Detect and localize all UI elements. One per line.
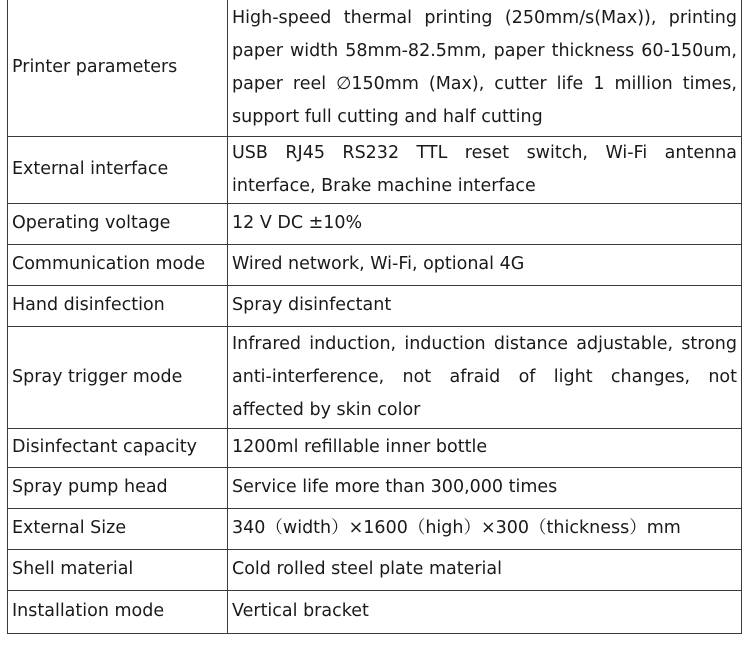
spec-table — [7, 0, 742, 634]
row-value: 340（width）×1600（high）×300（thickness）mm — [228, 508, 742, 549]
row-value: USB RJ45 RS232 TTL reset switch, Wi-Fi antenna interface, Brake machine interface — [228, 136, 742, 203]
row-value: Infrared induction, induction distance adjustable, strong anti-interference, not afraid of light changes, not affected by skin color — [228, 326, 742, 428]
row-label: Printer parameters — [8, 0, 228, 136]
row-label: Communication mode — [8, 244, 228, 285]
row-label: Spray pump head — [8, 467, 228, 508]
row-label: Installation mode — [8, 590, 228, 633]
table-row — [8, 244, 742, 285]
row-label: Disinfectant capacity — [8, 428, 228, 467]
table-row — [8, 508, 742, 549]
table-row — [8, 0, 742, 136]
table-row — [8, 326, 742, 428]
row-label: Operating voltage — [8, 203, 228, 244]
row-value: 12 V DC ±10% — [228, 203, 742, 244]
row-label: Spray trigger mode — [8, 326, 228, 428]
table-row — [8, 428, 742, 467]
row-value: 1200ml refillable inner bottle — [228, 428, 742, 467]
row-label: External Size — [8, 508, 228, 549]
table-row — [8, 590, 742, 633]
table-row — [8, 136, 742, 203]
table-row — [8, 549, 742, 590]
row-value: Service life more than 300,000 times — [228, 467, 742, 508]
row-value: Vertical bracket — [228, 590, 742, 633]
row-label: Hand disinfection — [8, 285, 228, 326]
row-value: Wired network, Wi-Fi, optional 4G — [228, 244, 742, 285]
table-row — [8, 467, 742, 508]
table-row — [8, 203, 742, 244]
row-value: Cold rolled steel plate material — [228, 549, 742, 590]
row-label: Shell material — [8, 549, 228, 590]
row-value: Spray disinfectant — [228, 285, 742, 326]
row-value: High-speed thermal printing (250mm/s(Max)), printing paper width 58mm-82.5mm, paper thickness 60-150um, paper reel ∅150mm (Max), cutter life 1 million times, support full cutting and half cutting — [228, 0, 742, 136]
row-label: External interface — [8, 136, 228, 203]
table-row — [8, 285, 742, 326]
